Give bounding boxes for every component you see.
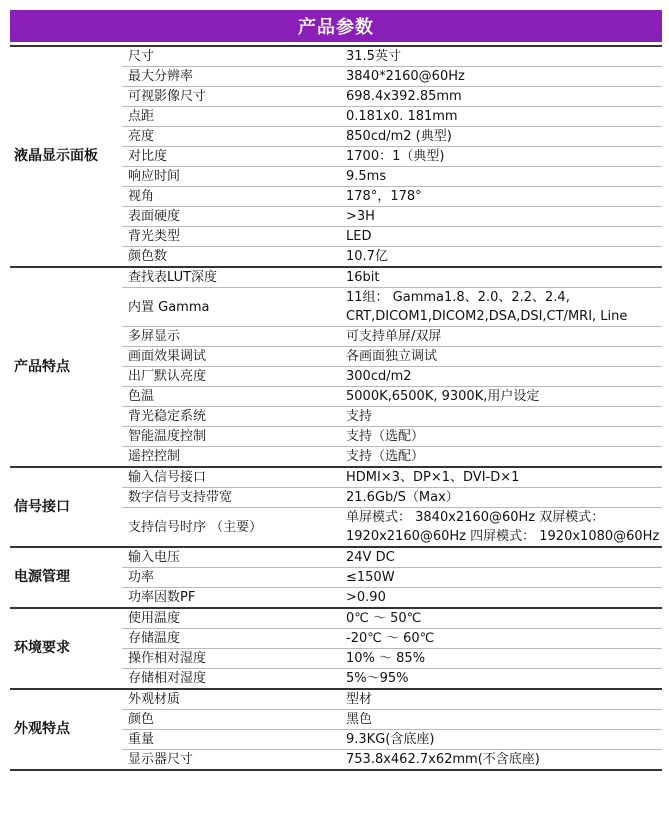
param-label: 功率因数PF xyxy=(122,588,340,609)
param-value: 10% ～ 85% xyxy=(340,649,662,669)
param-label: 表面硬度 xyxy=(122,207,340,227)
param-label: 颜色数 xyxy=(122,247,340,268)
param-label: 对比度 xyxy=(122,147,340,167)
param-label: 响应时间 xyxy=(122,167,340,187)
param-label: 智能温度控制 xyxy=(122,427,340,447)
table-row xyxy=(10,46,662,67)
param-value: 9.3KG(含底座) xyxy=(340,730,662,750)
param-label: 可视影像尺寸 xyxy=(122,87,340,107)
param-label: 重量 xyxy=(122,730,340,750)
category-cell: 液晶显示面板 xyxy=(10,46,122,267)
param-value: 300cd/m2 xyxy=(340,367,662,387)
param-value: 5%～95% xyxy=(340,669,662,690)
param-value: 10.7亿 xyxy=(340,247,662,268)
param-label: 支持信号时序 （主要） xyxy=(122,508,340,548)
param-value: 黑色 xyxy=(340,710,662,730)
param-value: 24V DC xyxy=(340,547,662,568)
param-value: >3H xyxy=(340,207,662,227)
param-label: 最大分辨率 xyxy=(122,67,340,87)
param-label: 色温 xyxy=(122,387,340,407)
param-value: 9.5ms xyxy=(340,167,662,187)
param-label: 颜色 xyxy=(122,710,340,730)
param-label: 出厂默认亮度 xyxy=(122,367,340,387)
table-title: 产品参数 xyxy=(10,10,662,42)
param-label: 画面效果调试 xyxy=(122,347,340,367)
param-value: 可支持单屏/双屏 xyxy=(340,327,662,347)
param-value: 0℃ ～ 50℃ xyxy=(340,608,662,629)
param-value: 单屏模式： 3840x2160@60Hz 双屏模式： 1920x2160@60Hz 四屏模式： 1920x1080@60Hz xyxy=(340,508,662,548)
param-label: 查找表LUT深度 xyxy=(122,267,340,288)
param-label: 视角 xyxy=(122,187,340,207)
param-label: 输入信号接口 xyxy=(122,467,340,488)
param-label: 尺寸 xyxy=(122,46,340,67)
param-label: 使用温度 xyxy=(122,608,340,629)
param-label: 外观材质 xyxy=(122,689,340,710)
param-label: 点距 xyxy=(122,107,340,127)
param-label: 多屏显示 xyxy=(122,327,340,347)
category-cell: 信号接口 xyxy=(10,467,122,547)
param-value: HDMI×3、DP×1、DVI-D×1 xyxy=(340,467,662,488)
table-row xyxy=(10,547,662,568)
param-label: 存储温度 xyxy=(122,629,340,649)
param-value: 850cd/m2 (典型) xyxy=(340,127,662,147)
param-label: 内置 Gamma xyxy=(122,288,340,327)
param-label: 背光稳定系统 xyxy=(122,407,340,427)
param-value: 1700：1（典型) xyxy=(340,147,662,167)
param-value: ≤150W xyxy=(340,568,662,588)
param-value: >0.90 xyxy=(340,588,662,609)
param-value: 3840*2160@60Hz xyxy=(340,67,662,87)
param-value: 11组： Gamma1.8、2.0、2.2、2.4, CRT,DICOM1,DICOM2,DSA,DSI,CT/MRI, Line xyxy=(340,288,662,327)
param-value: 21.6Gb/S（Max） xyxy=(340,488,662,508)
param-value: 698.4x392.85mm xyxy=(340,87,662,107)
param-label: 存储相对湿度 xyxy=(122,669,340,690)
param-label: 遥控控制 xyxy=(122,447,340,468)
param-label: 亮度 xyxy=(122,127,340,147)
param-value: 支持 xyxy=(340,407,662,427)
param-value: 16bit xyxy=(340,267,662,288)
category-cell: 产品特点 xyxy=(10,267,122,467)
param-value: 753.8x462.7x62mm(不含底座) xyxy=(340,750,662,771)
param-value: 各画面独立调试 xyxy=(340,347,662,367)
param-value: 支持（选配） xyxy=(340,427,662,447)
category-cell: 电源管理 xyxy=(10,547,122,608)
param-label: 背光类型 xyxy=(122,227,340,247)
param-label: 数字信号支持带宽 xyxy=(122,488,340,508)
param-label: 输入电压 xyxy=(122,547,340,568)
param-value: 0.181x0. 181mm xyxy=(340,107,662,127)
table-row xyxy=(10,267,662,288)
param-value: 5000K,6500K, 9300K,用户设定 xyxy=(340,387,662,407)
param-value: 31.5英寸 xyxy=(340,46,662,67)
param-value: LED xyxy=(340,227,662,247)
table-row xyxy=(10,467,662,488)
category-cell: 环境要求 xyxy=(10,608,122,689)
param-value: 型材 xyxy=(340,689,662,710)
param-value: -20℃ ～ 60℃ xyxy=(340,629,662,649)
category-cell: 外观特点 xyxy=(10,689,122,770)
table-row xyxy=(10,608,662,629)
param-label: 显示器尺寸 xyxy=(122,750,340,771)
table-row xyxy=(10,689,662,710)
param-value: 178°，178° xyxy=(340,187,662,207)
param-label: 操作相对湿度 xyxy=(122,649,340,669)
param-value: 支持（选配） xyxy=(340,447,662,468)
param-label: 功率 xyxy=(122,568,340,588)
spec-table xyxy=(10,45,662,771)
